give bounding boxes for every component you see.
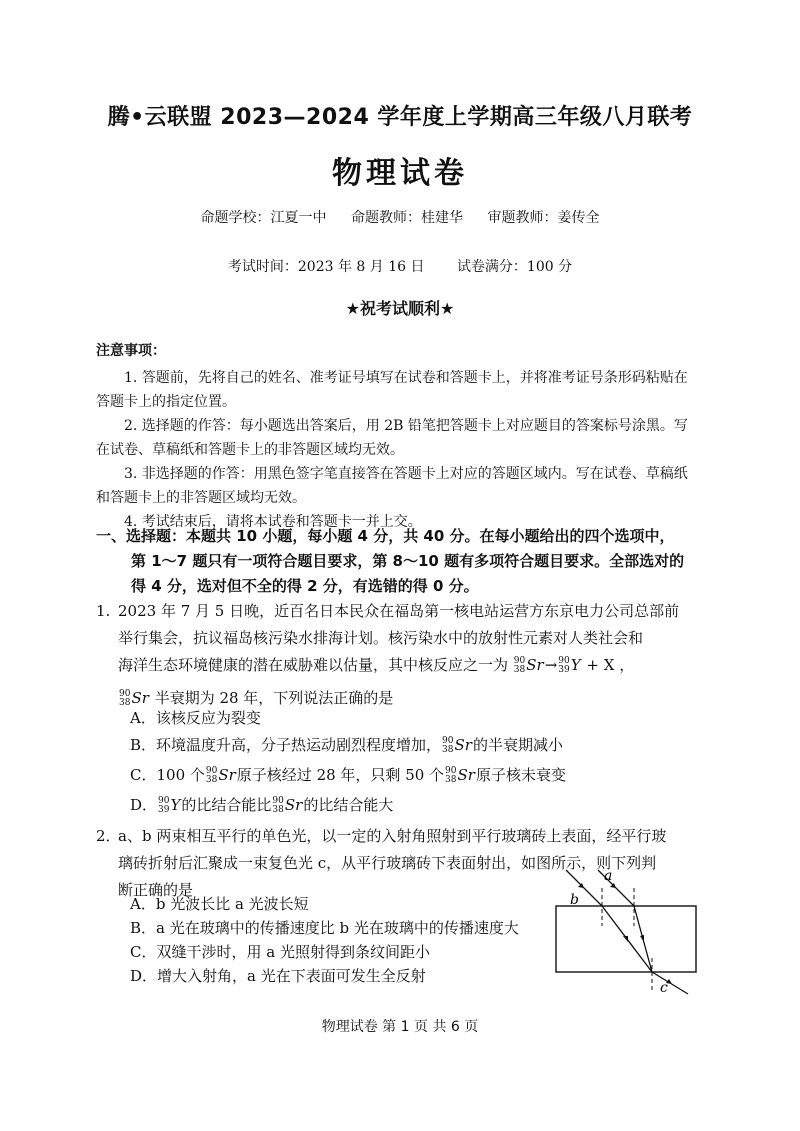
option-d: D．增大入射角，a 光在下表面可发生全反射 <box>130 967 426 985</box>
reaction-tail: + X ， <box>586 656 635 674</box>
notice-item: 3. 非选择题的作答：用黑色签字笔直接答在答题卡上对应的答题区域内。写在试卷、草稿纸和答题卡上的非答题区域均无效。 <box>96 466 688 506</box>
credits-line <box>0 207 800 227</box>
nuclide-y: 90 39 Y <box>558 656 581 675</box>
exam-title: 腾•云联盟 2023—2024 学年度上学期高三年级八月联考 <box>107 105 693 130</box>
option-c: C．双缝干涉时，用 a 光照射得到条纹间距小 <box>130 943 430 961</box>
option-d: D． 90 39 Y的比结合能比 90 38 Sr的比结合能大 <box>130 793 393 817</box>
question-text: 海洋生态环境健康的潜在威胁难以估量，其中核反应之一为 90 38 Sr→ 90 39 Y + X ， <box>118 652 716 679</box>
author-text: 命题教师：桂建华 <box>351 210 463 226</box>
section-line: 得 4 分，选对但不全的得 2 分，有选错的得 0 分。 <box>131 577 479 595</box>
option-a: A．该核反应为裂变 <box>130 709 261 727</box>
exam-info-line <box>0 256 800 276</box>
nuclide-sr: 90 38 Sr <box>513 656 544 675</box>
nuclide-sr: 90 38 Sr <box>442 736 472 755</box>
good-luck-text: ★祝考试顺利★ <box>345 299 455 318</box>
arrow-icon <box>640 935 644 942</box>
option-a: A．b 光波长比 a 光波长短 <box>130 895 309 913</box>
nuclide-sr: 90 38 Sr <box>119 689 149 708</box>
option-c: C．100 个 90 38 Sr原子核经过 28 年，只剩 50 个 90 38 Sr原子核未衰变 <box>130 763 566 787</box>
school-text: 命题学校：江夏一中 <box>200 210 327 226</box>
notice-list <box>96 366 696 534</box>
glass-slab-diagram <box>548 866 708 996</box>
reviewer-text: 审题教师：姜传全 <box>487 210 600 226</box>
page-footer: 物理试卷 第 1 页 共 6 页 <box>321 1019 479 1035</box>
nuclide-sr: 90 38 Sr <box>272 796 303 815</box>
question-text: 璃砖折射后汇聚成一束复色光 c，从平行玻璃砖下表面射出，如图所示，则下列判 <box>118 854 657 872</box>
option-b: B．a 光在玻璃中的传播速度比 b 光在玻璃中的传播速度大 <box>130 919 519 937</box>
full-score-text: 试卷满分：100 分 <box>456 259 573 275</box>
nuclide-y: 90 39 Y <box>158 796 181 815</box>
notice-item: 4. 考试结束后，请将本试卷和答题卡一并上交。 <box>124 514 422 530</box>
exam-time-text: 考试时间：2023 年 8 月 16 日 <box>227 259 425 275</box>
notice-item: 1. 答题前，先将自己的姓名、准考证号填写在试卷和答题卡上，并将准考证号条形码粘贴在答题卡上的指定位置。 <box>96 370 688 410</box>
question-text: 2023 年 7 月 5 日晚，近百名日本民众在福岛第一核电站运营方东京电力公司总部前 <box>118 602 680 620</box>
section-heading <box>96 524 736 599</box>
reaction-arrow: → <box>544 656 558 674</box>
section-line: 一、选择题：本题共 10 小题，每小题 4 分，共 40 分。在每小题给出的四个选项中， <box>96 527 675 545</box>
question-text: a、b 两束相互平行的单色光，以一定的入射角照射到平行玻璃砖上表面，经平行玻 <box>118 827 667 845</box>
notice-heading: 注意事项： <box>96 343 166 359</box>
subject-title: 物理试卷 <box>332 156 468 191</box>
question-number: 2． <box>96 827 121 845</box>
label-b: b <box>570 892 579 908</box>
label-c: c <box>660 980 668 996</box>
question-text: 断正确的是 <box>118 881 194 899</box>
question-1 <box>96 598 716 712</box>
question-text: 90 38 Sr 半衰期为 28 年，下列说法正确的是 <box>118 685 716 712</box>
nuclide-sr: 90 38 Sr <box>205 766 236 785</box>
notice-item: 2. 选择题的作答：每小题选出答案后，用 2B 铅笔把答题卡上对应题目的答案标号涂黑。写在试卷、草稿纸和答题卡上的非答题区域均无效。 <box>96 418 688 458</box>
question-text: 举行集会，抗议福岛核污染水排海计划。核污染水中的放射性元素对人类社会和 <box>118 629 644 647</box>
arrow-icon <box>623 936 628 942</box>
nuclide-sr: 90 38 Sr <box>445 766 475 785</box>
question-number: 1. <box>96 602 111 620</box>
section-line: 第 1～7 题只有一项符合题目要求，第 8～10 题有多项符合题目要求。全部选对的 <box>131 552 685 570</box>
label-a: a <box>604 868 613 884</box>
option-b: B．环境温度升高，分子热运动剧烈程度增加， 90 38 Sr的半衰期减小 <box>130 733 563 757</box>
